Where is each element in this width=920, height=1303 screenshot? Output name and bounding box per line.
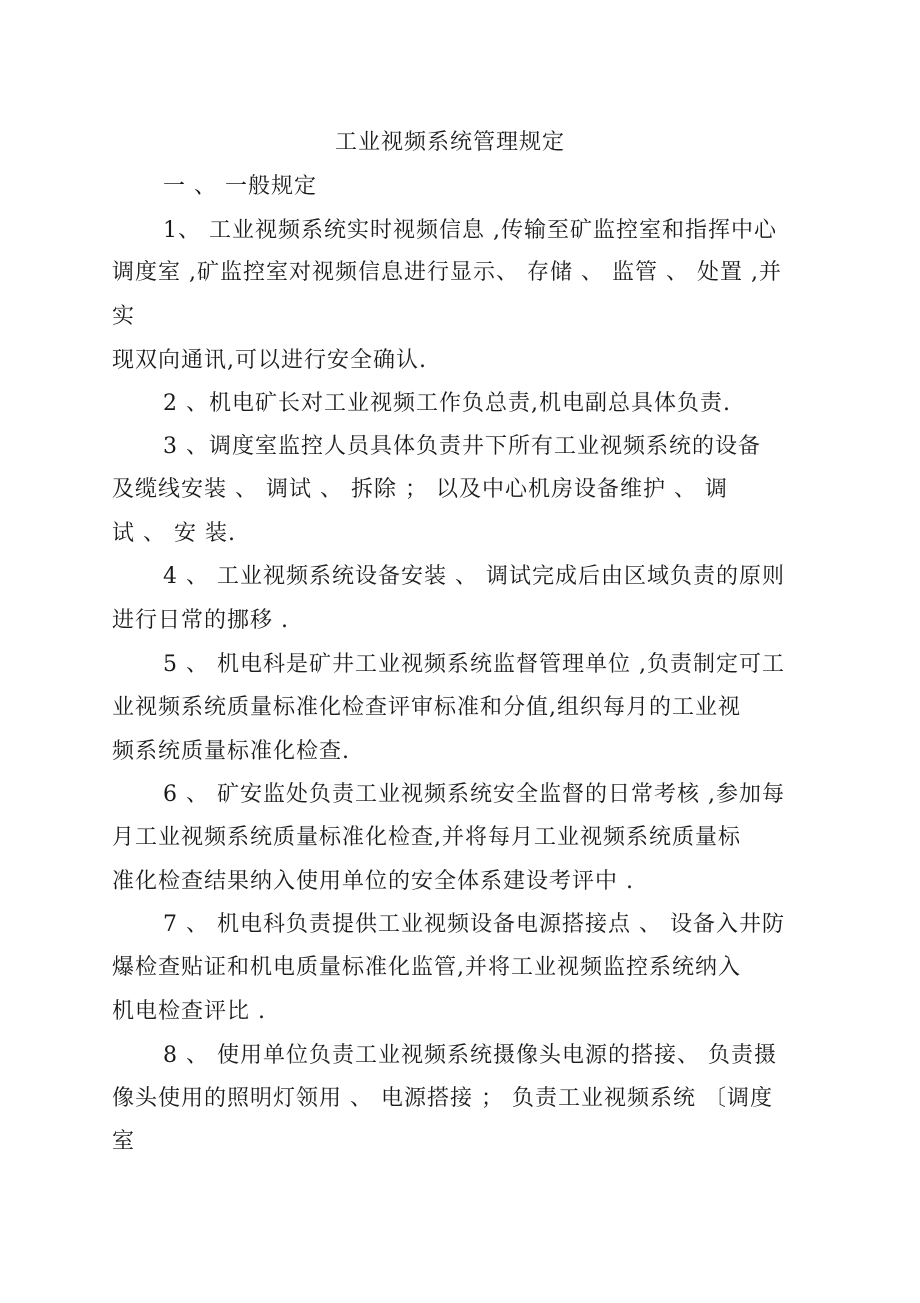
paragraph-line: 频系统质量标准化检查. — [112, 739, 350, 764]
paragraph-line: 6 、 矿安监处负责工业视频系统安全监督的日常考核 ,参加每 — [163, 782, 785, 807]
paragraph-line: 4 、 工业视频系统设备安装 、 调试完成后由区域负责的原则 — [163, 564, 785, 589]
paragraph-line: 现双向通讯,可以进行安全确认. — [112, 348, 427, 373]
paragraph-line: 7 、 机电科负责提供工业视频设备电源搭接点 、 设备入井防 — [163, 912, 785, 937]
section-heading: 一 、 一般规定 — [163, 174, 317, 199]
paragraph-line: 8 、 使用单位负责工业视频系统摄像头电源的搭接、 负责摄 — [163, 1043, 777, 1068]
paragraph-line: 实 — [112, 304, 136, 329]
paragraph-line: 调度室 ,矿监控室对视频信息进行显示、 存储 、 监管 、 处置 ,并 — [112, 260, 782, 285]
paragraph-line: 爆检查贴证和机电质量标准化监管,并将工业视频监控系统纳入 — [112, 955, 741, 980]
document-title: 工业视频系统管理规定 — [335, 130, 566, 155]
paragraph-line: 像头使用的照明灯领用 、 电源搭接 ； 负责工业视频系统 〔调度 — [112, 1086, 773, 1111]
paragraph-line: 准化检查结果纳入使用单位的安全体系建设考评中 . — [112, 869, 634, 894]
paragraph-line: 进行日常的挪移 . — [112, 608, 289, 633]
paragraph-line: 机电检查评比 . — [112, 999, 266, 1024]
paragraph-line: 室 — [112, 1129, 136, 1154]
paragraph-line: 2 、机电矿长对工业视频工作负总责,机电副总具体负责. — [163, 391, 731, 416]
paragraph-line: 3 、调度室监控人员具体负责井下所有工业视频系统的设备 — [163, 434, 761, 459]
paragraph-line: 及缆线安装 、 调试 、 拆除 ； 以及中心机房设备维护 、 调 — [112, 477, 728, 502]
paragraph-line: 月工业视频系统质量标准化检查,并将每月工业视频系统质量标 — [112, 825, 741, 850]
paragraph-line: 业视频系统质量标准化检查评审标准和分值,组织每月的工业视 — [112, 695, 741, 720]
paragraph-line: 1、 工业视频系统实时视频信息 ,传输至矿监控室和指挥中心 — [163, 218, 777, 243]
paragraph-line: 试 、 安 装. — [112, 521, 236, 546]
paragraph-line: 5 、 机电科是矿井工业视频系统监督管理单位 ,负责制定可工 — [163, 652, 785, 677]
